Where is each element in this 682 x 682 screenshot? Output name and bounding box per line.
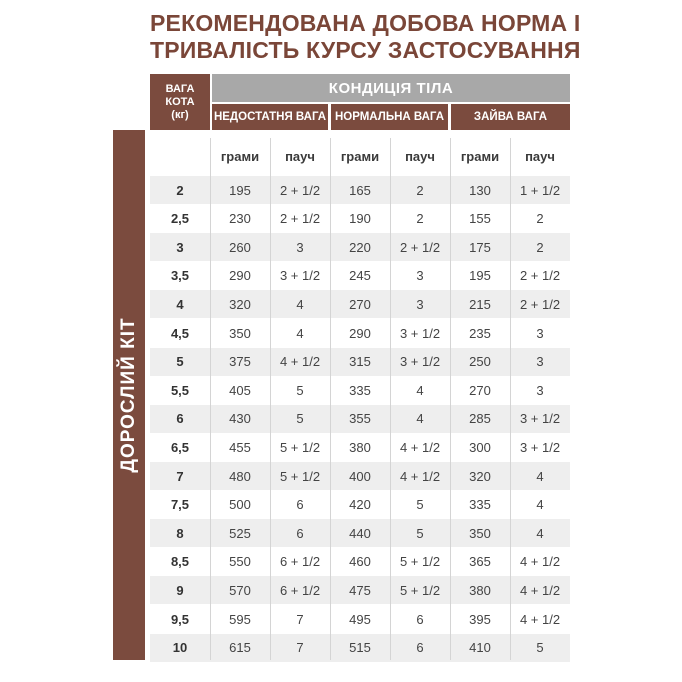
- grams-cell: 220: [349, 239, 371, 255]
- pouch-cell: 7: [296, 611, 304, 627]
- side-category-label: ДОРОСЛИЙ КІТ: [118, 317, 139, 473]
- grams-cell: 130: [469, 182, 491, 198]
- grams-cell: 315: [349, 354, 371, 370]
- pouch-cell: 6: [416, 611, 424, 627]
- cat-weight-cell: 9,5: [170, 611, 190, 627]
- pouch-cell: 6 + 1/2: [279, 554, 321, 570]
- pouch-cell: 4 + 1/2: [519, 582, 561, 598]
- pouch-cell: 3: [536, 382, 544, 398]
- page-title: [150, 10, 670, 64]
- cat-weight-cell: 3: [176, 239, 184, 255]
- body-condition-header: КОНДИЦІЯ ТІЛА: [212, 74, 570, 102]
- table-row: [150, 548, 570, 576]
- grams-cell: 420: [349, 497, 371, 513]
- pouch-cell: 7: [296, 640, 304, 656]
- column-divider: [390, 138, 391, 660]
- pouch-cell: 5: [536, 640, 544, 656]
- weight-header-line-2: КОТА: [165, 95, 195, 108]
- grams-cell: 285: [469, 411, 491, 427]
- grams-cell: 380: [469, 582, 491, 598]
- pouch-cell: 3 + 1/2: [519, 411, 561, 427]
- table-row: [150, 319, 570, 347]
- weight-header-line-3: (кг): [171, 108, 189, 121]
- cat-weight-cell: 10: [172, 640, 188, 656]
- table-row: [150, 519, 570, 547]
- pouch-cell: 3: [536, 325, 544, 341]
- pouch-cell: 5: [416, 525, 424, 541]
- cat-weight-cell: 9: [176, 582, 184, 598]
- pouch-cell: 4: [296, 296, 304, 312]
- grams-cell: 290: [229, 268, 251, 284]
- grams-cell: 355: [349, 411, 371, 427]
- pouch-cell: 6: [296, 525, 304, 541]
- table-row: [150, 376, 570, 404]
- grams-cell: 410: [469, 640, 491, 656]
- subheader-pouch-normal: пауч: [405, 148, 435, 164]
- grams-cell: 195: [229, 182, 251, 198]
- pouch-cell: 2 + 1/2: [399, 239, 441, 255]
- cat-weight-cell: 4: [176, 296, 184, 312]
- pouch-cell: 4: [536, 468, 544, 484]
- table-row: [150, 605, 570, 633]
- pouch-cell: 4 + 1/2: [519, 611, 561, 627]
- grams-cell: 235: [469, 325, 491, 341]
- grams-cell: 250: [469, 354, 491, 370]
- title-line-1: РЕКОМЕНДОВАНА ДОБОВА НОРМА І: [150, 10, 581, 36]
- pouch-cell: 2 + 1/2: [279, 182, 321, 198]
- pouch-cell: 4 + 1/2: [399, 439, 441, 455]
- column-divider: [510, 138, 511, 660]
- grams-cell: 230: [229, 211, 251, 227]
- table-row: [150, 233, 570, 261]
- pouch-cell: 1 + 1/2: [519, 182, 561, 198]
- grams-cell: 300: [469, 439, 491, 455]
- pouch-cell: 4: [296, 325, 304, 341]
- grams-cell: 290: [349, 325, 371, 341]
- grams-cell: 335: [469, 497, 491, 513]
- cat-weight-cell: 2,5: [170, 211, 190, 227]
- group-header-overweight: ЗАЙВА ВАГА: [451, 104, 570, 130]
- grams-cell: 615: [229, 640, 251, 656]
- grams-cell: 320: [469, 468, 491, 484]
- group-header-underweight: НЕДОСТАТНЯ ВАГА: [212, 104, 328, 130]
- grams-cell: 350: [469, 525, 491, 541]
- pouch-cell: 5: [416, 497, 424, 513]
- cat-weight-cell: 3,5: [170, 268, 190, 284]
- table-row: [150, 348, 570, 376]
- pouch-cell: 3: [536, 354, 544, 370]
- pouch-cell: 3 + 1/2: [279, 268, 321, 284]
- cat-weight-cell: 8,5: [170, 554, 190, 570]
- grams-cell: 165: [349, 182, 371, 198]
- pouch-cell: 5 + 1/2: [399, 554, 441, 570]
- pouch-cell: 2: [416, 182, 424, 198]
- side-category-bar: [113, 130, 145, 660]
- cat-weight-cell: 5: [176, 354, 184, 370]
- pouch-cell: 2: [536, 239, 544, 255]
- pouch-cell: 4: [416, 382, 424, 398]
- pouch-cell: 5: [296, 382, 304, 398]
- grams-cell: 195: [469, 268, 491, 284]
- grams-cell: 480: [229, 468, 251, 484]
- pouch-cell: 4: [536, 497, 544, 513]
- grams-cell: 595: [229, 611, 251, 627]
- cat-weight-cell: 6,5: [170, 439, 190, 455]
- pouch-cell: 2 + 1/2: [519, 296, 561, 312]
- grams-cell: 430: [229, 411, 251, 427]
- pouch-cell: 2 + 1/2: [279, 211, 321, 227]
- grams-cell: 440: [349, 525, 371, 541]
- cat-weight-cell: 7,5: [170, 497, 190, 513]
- table-row: [150, 634, 570, 662]
- grams-cell: 350: [229, 325, 251, 341]
- table-row: [150, 205, 570, 233]
- pouch-cell: 3 + 1/2: [399, 325, 441, 341]
- grams-cell: 570: [229, 582, 251, 598]
- grams-cell: 550: [229, 554, 251, 570]
- grams-cell: 400: [349, 468, 371, 484]
- pouch-cell: 2 + 1/2: [519, 268, 561, 284]
- pouch-cell: 5 + 1/2: [279, 439, 321, 455]
- cat-weight-cell: 2: [176, 182, 184, 198]
- pouch-cell: 4: [416, 411, 424, 427]
- pouch-cell: 3: [416, 296, 424, 312]
- subheader-pouch-underweight: пауч: [285, 148, 315, 164]
- pouch-cell: 3 + 1/2: [519, 439, 561, 455]
- grams-cell: 320: [229, 296, 251, 312]
- pouch-cell: 5 + 1/2: [399, 582, 441, 598]
- grams-cell: 500: [229, 497, 251, 513]
- grams-cell: 380: [349, 439, 371, 455]
- title-line-2: ТРИВАЛІСТЬ КУРСУ ЗАСТОСУВАННЯ: [150, 37, 581, 63]
- cat-weight-cell: 5,5: [170, 382, 190, 398]
- pouch-cell: 4 + 1/2: [399, 468, 441, 484]
- pouch-cell: 3: [416, 268, 424, 284]
- grams-cell: 155: [469, 211, 491, 227]
- pouch-cell: 5: [296, 411, 304, 427]
- pouch-cell: 6: [296, 497, 304, 513]
- table-row: [150, 433, 570, 461]
- grams-cell: 525: [229, 525, 251, 541]
- group-header-normal-weight: НОРМАЛЬНА ВАГА: [331, 104, 448, 130]
- grams-cell: 455: [229, 439, 251, 455]
- pouch-cell: 4: [536, 525, 544, 541]
- subheader-grams-underweight: грами: [220, 148, 260, 164]
- table-row: [150, 405, 570, 433]
- grams-cell: 245: [349, 268, 371, 284]
- grams-cell: 460: [349, 554, 371, 570]
- subheader-grams-overweight: грами: [460, 148, 500, 164]
- table-row: [150, 262, 570, 290]
- grams-cell: 365: [469, 554, 491, 570]
- table-row: [150, 290, 570, 318]
- grams-cell: 260: [229, 239, 251, 255]
- pouch-cell: 6: [416, 640, 424, 656]
- column-divider: [210, 138, 211, 660]
- grams-cell: 405: [229, 382, 251, 398]
- grams-cell: 175: [469, 239, 491, 255]
- pouch-cell: 3: [296, 239, 304, 255]
- column-divider: [330, 138, 331, 660]
- grams-cell: 215: [469, 296, 491, 312]
- pouch-cell: 2: [536, 211, 544, 227]
- grams-cell: 270: [469, 382, 491, 398]
- pouch-cell: 5 + 1/2: [279, 468, 321, 484]
- grams-cell: 395: [469, 611, 491, 627]
- grams-cell: 335: [349, 382, 371, 398]
- cat-weight-cell: 4,5: [170, 325, 190, 341]
- grams-cell: 515: [349, 640, 371, 656]
- pouch-cell: 6 + 1/2: [279, 582, 321, 598]
- weight-header-line-1: ВАГА: [165, 82, 195, 95]
- table-row: [150, 176, 570, 204]
- grams-cell: 375: [229, 354, 251, 370]
- subheader-pouch-overweight: пауч: [525, 148, 555, 164]
- table-row: [150, 576, 570, 604]
- pouch-cell: 4 + 1/2: [519, 554, 561, 570]
- table-row: [150, 491, 570, 519]
- pouch-cell: 3 + 1/2: [399, 354, 441, 370]
- pouch-cell: 2: [416, 211, 424, 227]
- grams-cell: 475: [349, 582, 371, 598]
- column-divider: [450, 138, 451, 660]
- table-row: [150, 462, 570, 490]
- grams-cell: 190: [349, 211, 371, 227]
- weight-column-header: [150, 74, 210, 130]
- column-divider: [270, 138, 271, 660]
- subheader-grams-normal: грами: [340, 148, 380, 164]
- cat-weight-cell: 7: [176, 468, 184, 484]
- grams-cell: 270: [349, 296, 371, 312]
- grams-cell: 495: [349, 611, 371, 627]
- pouch-cell: 4 + 1/2: [279, 354, 321, 370]
- cat-weight-cell: 6: [176, 411, 184, 427]
- cat-weight-cell: 8: [176, 525, 184, 541]
